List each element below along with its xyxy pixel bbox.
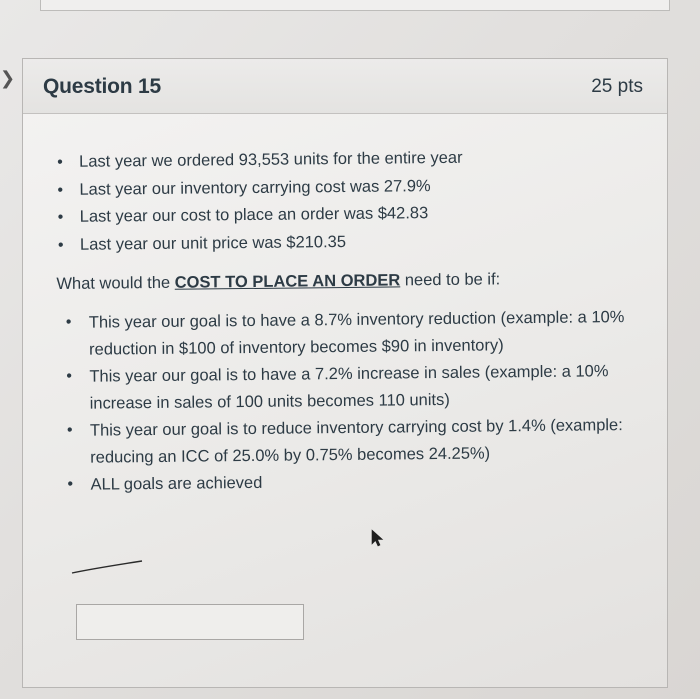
question-title: Question 15: [43, 75, 161, 98]
list-item: [66, 358, 627, 417]
question-prompt: [56, 266, 658, 296]
prompt-before: What would the: [56, 273, 175, 294]
question-points: 25 pts: [591, 76, 643, 97]
prompt-after: need to be if:: [400, 270, 501, 290]
bullet: •: [67, 475, 74, 493]
pen-stroke-mark: [71, 559, 143, 577]
prompt-emphasis: COST TO PLACE AN ORDER: [174, 271, 401, 292]
bullet: •: [66, 421, 73, 439]
fact-text: Last year we ordered 93,553 units for the entire year: [79, 148, 463, 171]
question-card: [22, 58, 668, 688]
bullet: •: [57, 208, 64, 226]
goal-text: ALL goals are achieved: [90, 473, 263, 494]
mouse-cursor-icon: [371, 529, 385, 547]
chevron-right-icon[interactable]: ❯: [0, 68, 16, 88]
goal-text: This year our goal is to reduce inventory carrying cost by 1.4% (example: reducing an ICC of 25.0% by 0.75% becomes 24.25%): [89, 416, 623, 467]
list-item: [66, 304, 627, 363]
fact-text: Last year our cost to place an order was $42.83: [79, 204, 429, 226]
fact-text: Last year our unit price was $210.35: [79, 232, 347, 254]
bullet: •: [66, 367, 73, 385]
bullet: •: [57, 236, 64, 254]
list-item: [67, 412, 628, 471]
goal-text: This year our goal is to have a 8.7% inventory reduction (example: a 10% reduction in $100 of inventory becomes $90 in inventory): [88, 308, 625, 359]
facts-list: [57, 143, 658, 259]
list-item: [58, 225, 658, 259]
answer-input[interactable]: [76, 604, 304, 640]
goals-list: [59, 304, 628, 498]
bullet: •: [57, 181, 64, 199]
goal-text: This year our goal is to have a 7.2% increase in sales (example: a 10% increase in sales of 100 units becomes 110 units): [89, 362, 609, 413]
fact-text: Last year our inventory carrying cost was 27.9%: [79, 176, 431, 199]
question-body: [57, 143, 661, 500]
bullet: •: [65, 313, 72, 331]
previous-question-card: [40, 0, 670, 11]
bullet: •: [57, 153, 63, 171]
question-header: [23, 59, 667, 114]
list-item: [67, 466, 627, 498]
